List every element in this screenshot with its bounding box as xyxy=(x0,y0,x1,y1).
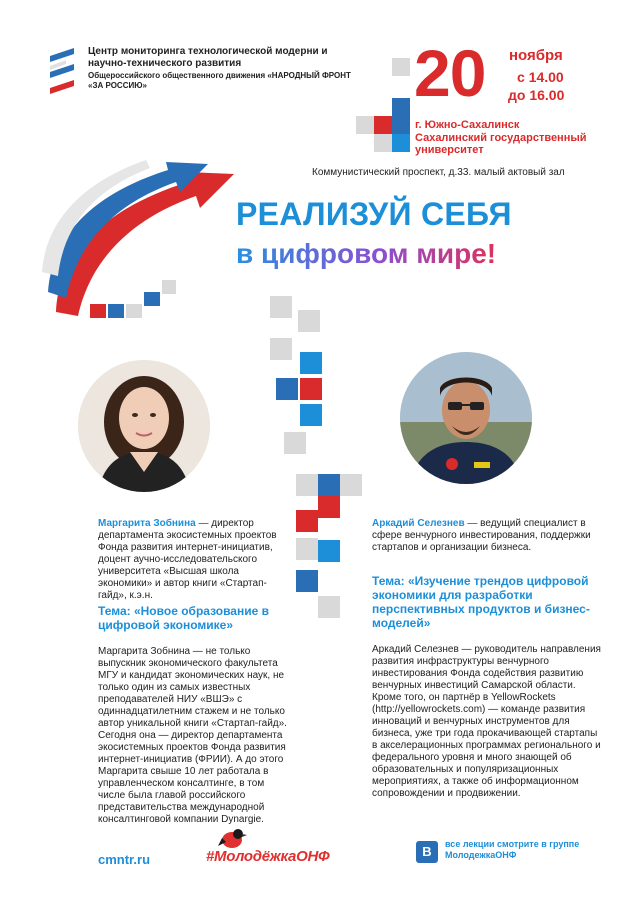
speaker1-name: Маргарита Зобнина — xyxy=(98,518,209,529)
speaker1-avatar xyxy=(78,360,210,492)
speaker1-bio: Маргарита Зобнина — не только выпускник экономического факультета МГУ и кандидат экономических наук, не только один из самых известных преподавателей НИУ «ВШЭ» с одиннадцатилетним стажем и не только автор уникальной книги «Стартап-гайд». Сегодня она — директор департамента экосистемных проектов Фонда развития интернет-инициатив (ФРИИ). А до этого Маргарита свыше 10 лет работала в управленческом консалтинге, в том числе была главой российского представительства международной консалтинговой компании Dynargie. xyxy=(98,646,287,825)
event-day: 20 xyxy=(414,36,486,110)
event-month: ноября xyxy=(509,47,563,64)
event-address: Коммунистический проспект, д.33. малый актовый зал xyxy=(312,167,565,178)
swoosh-arrow-graphic xyxy=(38,112,248,322)
event-time-from: с 14.00 xyxy=(517,69,564,85)
speaker1-intro xyxy=(98,518,294,602)
speaker2-intro xyxy=(372,518,602,554)
speaker2-description: ведущий специалист в сфере венчурного инвестирования, поддержки стартапов и организации бизнеса. xyxy=(372,518,591,553)
event-city: г. Южно-Сахалинск xyxy=(415,119,520,131)
vk-icon[interactable]: B xyxy=(416,841,438,863)
event-university: Сахалинский государственный университет xyxy=(415,132,587,156)
speaker2-bio: Аркадий Селезнев — руководитель направления развития инфраструктуры венчурного инвестирования Фонда содействия развитию венчурных инвестиций Самарской области. Кроме того, он партнёр в YellowRockets (http://yellowrockets.com) — команде развития инноваций и венчурных инструментов для бизнеса, уже три года прокачивающей стартапы в акселерационных программах регионального и федерального уровня и много знающей об образовательных и популяризационных мероприятиях, а также об информационном сопровождении и продвижении. xyxy=(372,644,601,799)
speaker1-description: директор департамента экосистемных проектов Фонда развития интернет-инициатив, доцент аучно-исследовательского университета «Высшая школа экономики» и автор книги «Стартап-гайд», к.э.н. xyxy=(98,518,277,601)
hashtag-brand: #МолодёжкаОНФ xyxy=(206,848,330,865)
org-parent: Общероссийского общественного движения «НАРОДНЫЙ ФРОНТ «ЗА РОССИЮ» xyxy=(88,71,351,90)
org-name: Центр мониторинга технологической модерни и научно-технического развития xyxy=(88,46,328,69)
onf-logo-icon xyxy=(46,46,78,106)
site-link[interactable]: cmntr.ru xyxy=(98,852,151,867)
headline-main: РЕАЛИЗУЙ СЕБЯ xyxy=(236,196,512,232)
speaker2-avatar xyxy=(400,352,532,484)
speaker1-topic: Тема: «Новое образование в цифровой экономике» xyxy=(98,604,269,632)
bullfinch-bird-icon xyxy=(218,826,248,850)
speaker2-name: Аркадий Селезнев — xyxy=(372,518,478,529)
event-time-to: до 16.00 xyxy=(508,87,565,103)
vk-group-note: все лекции смотрите в группе МолодежкаОНФ xyxy=(445,839,580,860)
headline-sub: в цифровом мире! xyxy=(236,238,497,269)
speaker2-topic: Тема: «Изучение трендов цифровой экономики для разработки перспективных продуктов и бизнес-моделей» xyxy=(372,574,590,630)
